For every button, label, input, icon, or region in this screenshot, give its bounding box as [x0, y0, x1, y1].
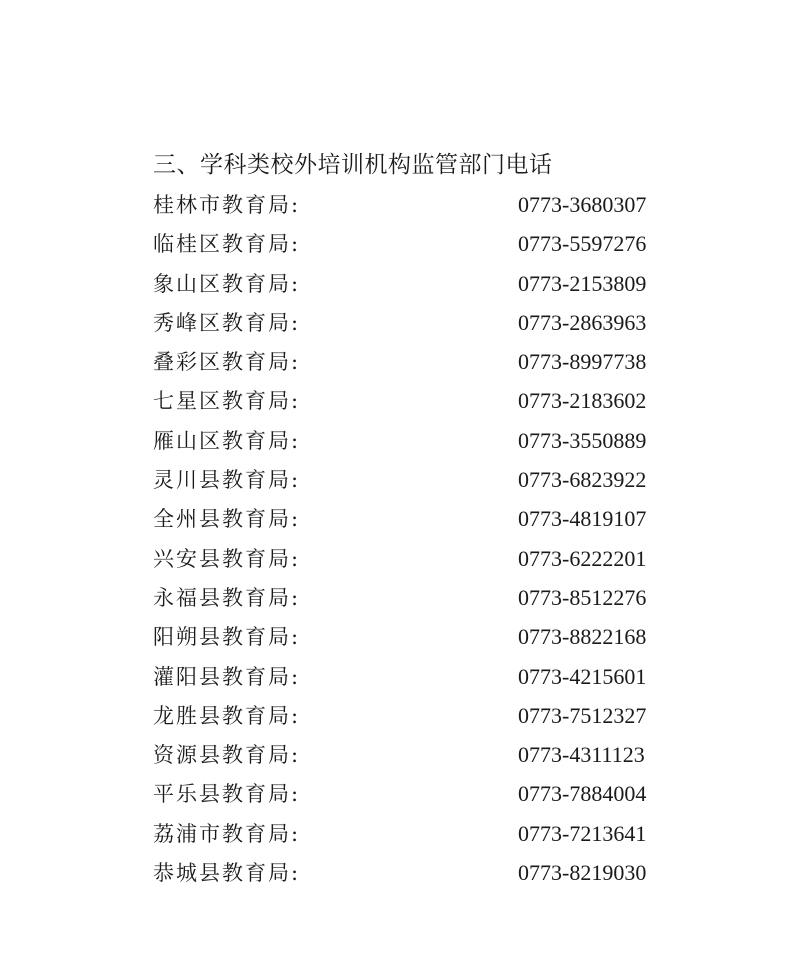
department-name: 龙胜县教育局: — [153, 703, 301, 728]
contact-row — [153, 504, 648, 543]
contact-row — [153, 740, 648, 779]
contact-row — [153, 465, 648, 504]
contact-row — [153, 308, 648, 347]
department-name: 荔浦市教育局: — [153, 821, 301, 846]
section-heading: 三、学科类校外培训机构监管部门电话 — [153, 152, 553, 178]
contact-row — [153, 622, 648, 661]
contact-row — [153, 858, 648, 897]
phone-number: 0773-6222201 — [518, 545, 647, 571]
contact-row — [153, 779, 648, 818]
phone-number: 0773-3550889 — [518, 427, 647, 453]
department-name: 灌阳县教育局: — [153, 664, 301, 689]
phone-number: 0773-4215601 — [518, 663, 647, 689]
contact-row — [153, 819, 648, 858]
contact-row — [153, 386, 648, 425]
contact-row — [153, 190, 648, 229]
department-name: 兴安县教育局: — [153, 546, 301, 571]
department-name: 灵川县教育局: — [153, 468, 301, 493]
department-name: 平乐县教育局: — [153, 782, 301, 807]
contact-list — [153, 190, 648, 897]
contact-row — [153, 701, 648, 740]
department-name: 桂林市教育局: — [153, 193, 301, 217]
department-name: 阳朔县教育局: — [153, 625, 301, 650]
department-name: 临桂区教育局: — [153, 232, 301, 257]
contact-row — [153, 426, 648, 465]
contact-row — [153, 269, 648, 308]
department-name: 全州县教育局: — [153, 507, 301, 532]
phone-number: 0773-7213641 — [518, 820, 647, 846]
contact-row — [153, 583, 648, 622]
department-name: 七星区教育局: — [153, 389, 301, 414]
department-name: 象山区教育局: — [153, 271, 301, 296]
phone-number: 0773-3680307 — [518, 192, 647, 217]
phone-number: 0773-2153809 — [518, 270, 647, 296]
phone-number: 0773-8512276 — [518, 584, 647, 610]
department-name: 叠彩区教育局: — [153, 350, 301, 375]
department-name: 恭城县教育局: — [153, 861, 301, 886]
phone-number: 0773-5597276 — [518, 231, 647, 257]
contact-row — [153, 229, 648, 268]
phone-number: 0773-6823922 — [518, 467, 647, 493]
phone-number: 0773-4819107 — [518, 506, 647, 532]
phone-number: 0773-7884004 — [518, 781, 647, 807]
phone-number: 0773-7512327 — [518, 702, 647, 728]
department-name: 永福县教育局: — [153, 585, 301, 610]
department-name: 秀峰区教育局: — [153, 310, 301, 335]
contact-row — [153, 544, 648, 583]
phone-number: 0773-2863963 — [518, 309, 647, 335]
phone-number: 0773-4311123 — [518, 742, 645, 768]
phone-number: 0773-8822168 — [518, 624, 647, 650]
department-name: 雁山区教育局: — [153, 428, 301, 453]
contact-row — [153, 347, 648, 386]
phone-number: 0773-8219030 — [518, 860, 647, 886]
department-name: 资源县教育局: — [153, 743, 301, 768]
phone-number: 0773-8997738 — [518, 349, 647, 375]
phone-number: 0773-2183602 — [518, 388, 647, 414]
contact-row — [153, 662, 648, 701]
